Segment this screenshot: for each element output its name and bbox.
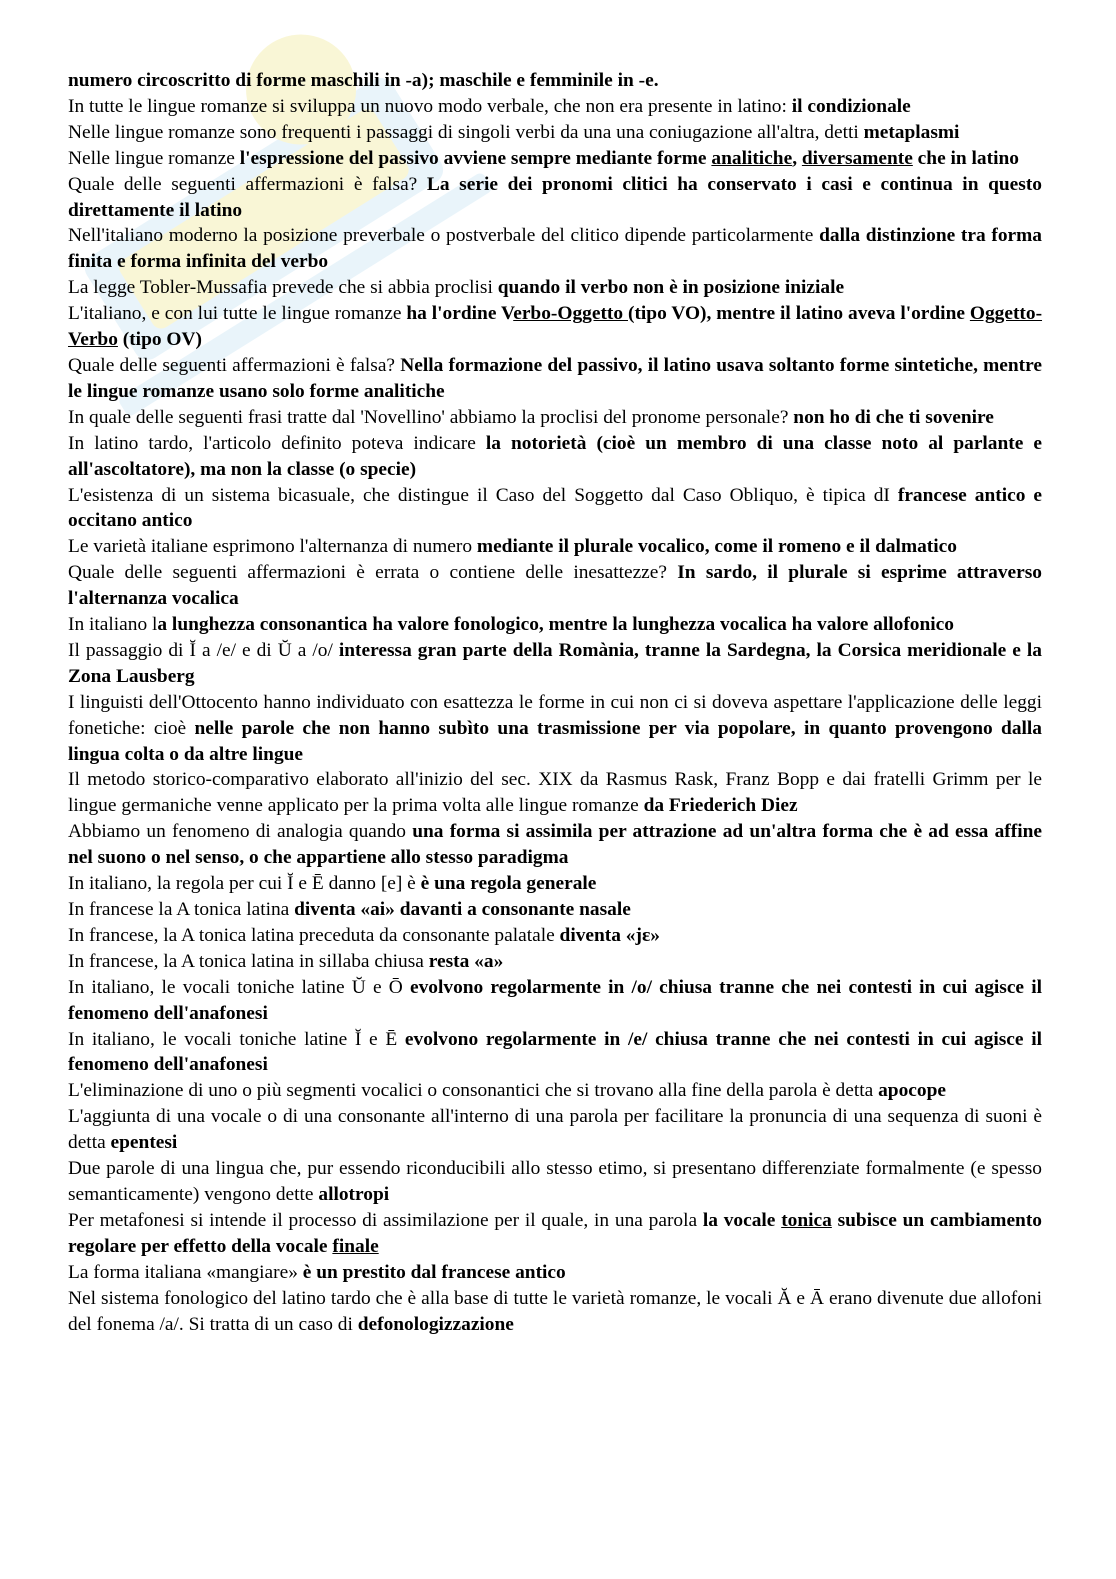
question-text: Le varietà italiane esprimono l'alternanza di numero bbox=[68, 536, 477, 558]
answer-text: non ho di che ti sovenire bbox=[793, 406, 994, 428]
underlined-text: analitiche bbox=[711, 147, 793, 169]
qa-paragraph bbox=[68, 638, 1042, 690]
underlined-text: tonica bbox=[781, 1209, 832, 1231]
qa-paragraph bbox=[68, 612, 1042, 638]
question-text: L'aggiunta di una vocale o di una consonante all'interno di una parola per facilitare la pronuncia di una sequenza di suoni è detta bbox=[68, 1106, 1042, 1154]
answer-text bbox=[781, 1210, 832, 1231]
qa-paragraph bbox=[68, 560, 1042, 612]
answer-text: allotropi bbox=[318, 1183, 390, 1205]
answer-text: La serie dei pronomi clitici ha conservato i casi e continua in questo direttamente il latino bbox=[68, 173, 1042, 221]
question-text: Quale delle seguenti affermazioni è errata o contiene delle inesattezze? bbox=[68, 562, 678, 584]
qa-paragraph bbox=[68, 690, 1042, 768]
qa-paragraph bbox=[68, 871, 1042, 897]
qa-paragraph bbox=[68, 1156, 1042, 1208]
question-text: Nelle lingue romanze sono frequenti i passaggi di singoli verbi da una una coniugazione all'altra, detti bbox=[68, 121, 864, 143]
question-text: L'italiano, e con lui tutte le lingue romanze bbox=[68, 303, 407, 325]
qa-paragraph bbox=[68, 1078, 1042, 1104]
answer-text: apocope bbox=[878, 1080, 946, 1102]
answer-text: francese antico e occitano antico bbox=[68, 484, 1043, 532]
qa-paragraph bbox=[68, 819, 1042, 871]
answer-text: la vocale bbox=[702, 1209, 782, 1231]
question-text: Nell'italiano moderno la posizione preverbale o postverbale del clitico dipende particolarmente bbox=[68, 225, 820, 247]
answer-text: evolvono regolarmente in /o/ chiusa tranne che nei contesti in cui agisce il fenomeno dell'anafonesi bbox=[68, 976, 1042, 1024]
qa-paragraph bbox=[68, 431, 1042, 483]
answer-text: , bbox=[792, 147, 802, 169]
answer-text: una forma si assimila per attrazione ad un'altra forma che è ad essa affine nel suono o nel senso, o che appartiene allo stesso paradigma bbox=[68, 821, 1042, 869]
answer-text: a lunghezza consonantica ha valore fonologico, mentre la lunghezza vocalica ha valore allofonico bbox=[157, 614, 954, 636]
question-text: In italiano, le vocali toniche latine Ĭ e Ē bbox=[68, 1028, 405, 1050]
qa-paragraph bbox=[68, 1208, 1042, 1260]
question-text: Nelle lingue romanze bbox=[68, 147, 240, 169]
answer-text: il condizionale bbox=[791, 95, 911, 117]
underlined-text: erbo-Oggetto bbox=[513, 303, 628, 325]
qa-paragraph bbox=[68, 975, 1042, 1027]
qa-paragraph bbox=[68, 223, 1042, 275]
question-text: La legge Tobler-Mussafia prevede che si abbia proclisi bbox=[68, 277, 498, 299]
question-text: In quale delle seguenti frasi tratte dal 'Novellino' abbiamo la proclisi del pronome personale? bbox=[68, 406, 794, 428]
answer-text: è un prestito dal francese antico bbox=[302, 1261, 566, 1283]
answer-text: In sardo, il plurale si esprime attraverso l'alternanza vocalica bbox=[68, 562, 1042, 610]
question-text: In tutte le lingue romanze si sviluppa un nuovo modo verbale, che non era presente in latino: bbox=[68, 95, 792, 117]
underlined-text: diversamente bbox=[801, 147, 913, 169]
question-text: Per metafonesi si intende il processo di assimilazione per il quale, in una parola bbox=[68, 1209, 703, 1231]
question-text: In italiano, la regola per cui Ĭ e Ē danno [e] è bbox=[68, 873, 421, 895]
answer-text bbox=[711, 148, 792, 169]
answer-text: (tipo OV) bbox=[117, 329, 202, 351]
answer-text: che in latino bbox=[912, 147, 1019, 169]
qa-paragraph bbox=[68, 1104, 1042, 1156]
question-text: Nel sistema fonologico del latino tardo che è alla base di tutte le varietà romanze, le vocali Ă e Ā erano divenute due allofoni del fonema /a/. Si tratta di un caso di bbox=[68, 1287, 1042, 1335]
answer-text: mediante il plurale vocalico, come il romeno e il dalmatico bbox=[476, 536, 957, 558]
qa-paragraph bbox=[68, 94, 1042, 120]
qa-paragraph bbox=[68, 405, 1042, 431]
question-text: In italiano, le vocali toniche latine Ŭ e Ō bbox=[68, 976, 410, 998]
qa-paragraph bbox=[68, 1286, 1042, 1338]
question-text: In francese, la A tonica latina preceduta da consonante palatale bbox=[68, 924, 560, 946]
answer-text bbox=[802, 148, 913, 169]
question-text: In italiano l bbox=[68, 614, 158, 636]
answer-text: la notorietà (cioè un membro di una classe noto al parlante e all'ascoltatore), ma non la classe (o specie) bbox=[68, 432, 1043, 480]
question-text: Quale delle seguenti affermazioni è falsa? bbox=[68, 354, 401, 376]
question-text: Due parole di una lingua che, pur essendo riconducibili allo stesso etimo, si presentano differenziate formalmente (e spesso semanticamente) vengono dette bbox=[68, 1158, 1042, 1205]
question-text: I linguisti dell'Ottocento hanno individuato con esattezza le forme in cui non ci si doveva aspettare l'applicazione delle leggi fonetiche: cioè bbox=[68, 691, 1042, 739]
question-text: Quale delle seguenti affermazioni è falsa? bbox=[68, 173, 427, 195]
question-text: In francese la A tonica latina bbox=[68, 899, 295, 920]
underlined-text: finale bbox=[332, 1235, 379, 1257]
answer-text: metaplasmi bbox=[863, 121, 960, 143]
answer-text: defonologizzazione bbox=[357, 1313, 514, 1335]
answer-text: evolvono regolarmente in /e/ chiusa tranne che nei contesti in cui agisce il fenomeno dell'anafonesi bbox=[68, 1028, 1042, 1076]
question-text: Abbiamo un fenomeno di analogia quando bbox=[68, 821, 413, 843]
qa-paragraph bbox=[68, 767, 1042, 819]
qa-paragraph bbox=[68, 949, 1042, 975]
answer-text bbox=[332, 1236, 378, 1257]
question-text: La forma italiana «mangiare» bbox=[68, 1261, 303, 1283]
qa-paragraph bbox=[68, 275, 1042, 301]
answer-text: diventa «ai» davanti a consonante nasale bbox=[294, 899, 631, 920]
answer-text: dalla distinzione tra forma finita e forma infinita del verbo bbox=[68, 225, 1042, 273]
document-page bbox=[68, 68, 1042, 1337]
qa-paragraph bbox=[68, 353, 1042, 405]
qa-paragraph bbox=[68, 120, 1042, 146]
qa-paragraph bbox=[68, 172, 1042, 224]
answer-text: numero circoscritto di forme maschili in -a); maschile e femminile in -e. bbox=[68, 70, 659, 91]
question-text: L'eliminazione di uno o più segmenti vocalici o consonantici che si trovano alla fine della parola è detta bbox=[68, 1080, 879, 1102]
qa-paragraph bbox=[68, 146, 1042, 172]
answer-text: è una regola generale bbox=[420, 873, 597, 895]
qa-paragraph bbox=[68, 68, 1042, 94]
answer-text: diventa «jɛ» bbox=[559, 924, 660, 946]
answer-text: Nella formazione del passivo, il latino usava soltanto forme sintetiche, mentre le lingue romanze usano solo forme analitiche bbox=[68, 354, 1042, 402]
answer-text: da Friederich Diez bbox=[643, 795, 798, 817]
question-text: In francese, la A tonica latina in sillaba chiusa bbox=[68, 950, 429, 972]
qa-paragraph bbox=[68, 923, 1042, 949]
answer-text: resta «a» bbox=[428, 950, 504, 972]
answer-text: nelle parole che non hanno subìto una trasmissione per via popolare, in quanto provengono dalla lingua colta o da altre lingue bbox=[68, 717, 1043, 765]
question-text: Il metodo storico-comparativo elaborato all'inizio del sec. XIX da Rasmus Rask, Franz Bopp e dai fratelli Grimm per le lingue germaniche venne applicato per la prima volta alle lingue romanze bbox=[68, 769, 1042, 817]
underlined-text: Oggetto-Verbo bbox=[68, 303, 1043, 351]
answer-text: epentesi bbox=[110, 1132, 178, 1154]
question-text: In latino tardo, l'articolo definito poteva indicare bbox=[68, 432, 486, 454]
qa-paragraph bbox=[68, 534, 1042, 560]
qa-paragraph bbox=[68, 1027, 1042, 1079]
answer-text: l'espressione del passivo avviene sempre mediante forme bbox=[239, 147, 712, 169]
question-text: Il passaggio di Ĭ a /e/ e di Ŭ a /o/ bbox=[68, 639, 339, 661]
question-text: L'esistenza di un sistema bicasuale, che distingue il Caso del Soggetto dal Caso Obliquo, è tipica dI bbox=[68, 484, 898, 506]
qa-paragraph bbox=[68, 483, 1042, 535]
answer-text: (tipo VO), mentre il latino aveva l'ordine bbox=[627, 303, 970, 325]
qa-paragraph bbox=[68, 301, 1042, 353]
answer-text: interessa gran parte della Romània, tranne la Sardegna, la Corsica meridionale e la Zona Lausberg bbox=[68, 639, 1043, 687]
answer-text: subisce un cambiamento regolare per effetto della vocale bbox=[68, 1209, 1042, 1257]
qa-paragraph bbox=[68, 1260, 1042, 1286]
answer-text bbox=[513, 303, 628, 324]
answer-text: quando il verbo non è in posizione iniziale bbox=[497, 277, 845, 299]
qa-paragraph bbox=[68, 897, 1042, 923]
answer-text: ha l'ordine V bbox=[406, 303, 514, 325]
